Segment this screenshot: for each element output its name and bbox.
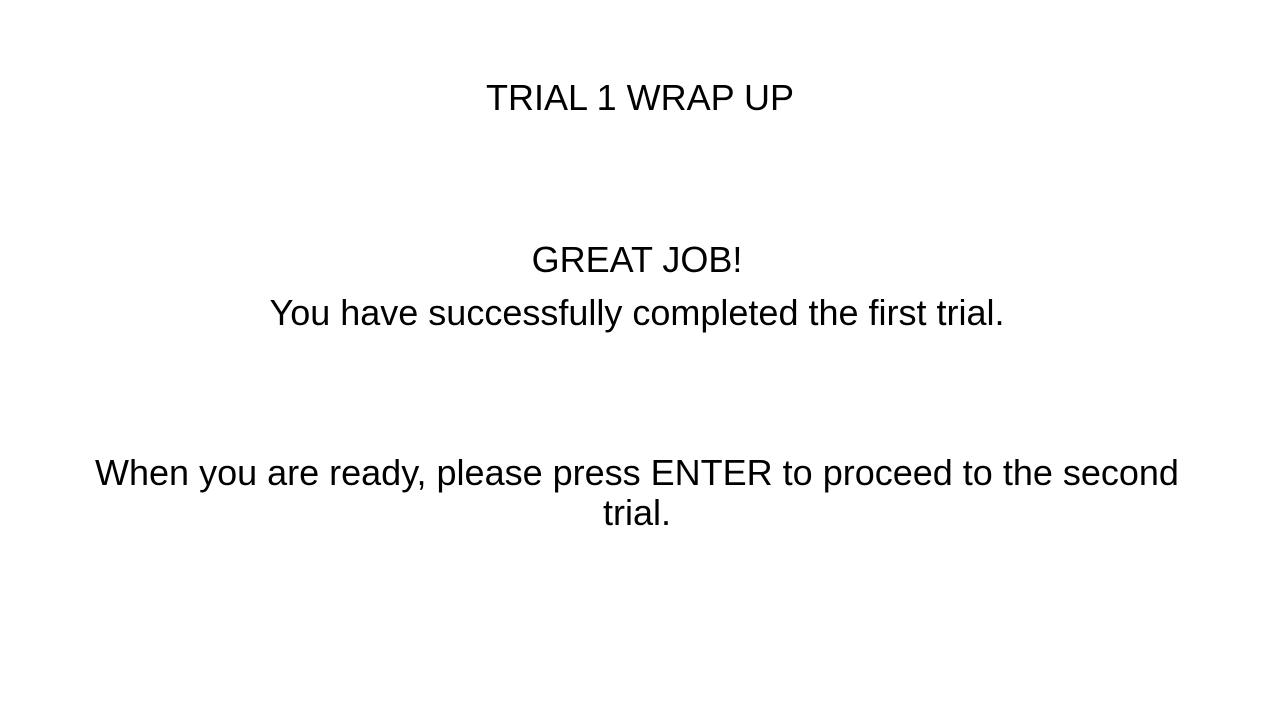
congrats-heading: GREAT JOB! <box>531 239 743 280</box>
completion-message: You have successfully completed the first trial. <box>269 292 1005 333</box>
page-title: TRIAL 1 WRAP UP <box>485 77 795 118</box>
proceed-instruction: When you are ready, please press ENTER to proceed to the second trial. <box>95 452 1179 533</box>
